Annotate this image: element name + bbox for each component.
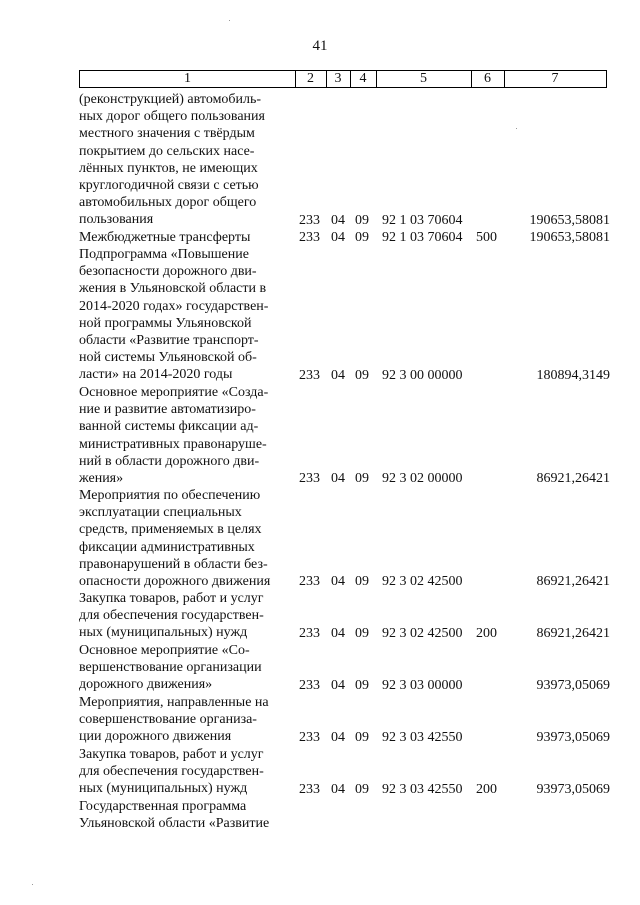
cell-amount: 93973,05069 — [536, 781, 610, 797]
cell-target-article: 92 3 02 42500 — [382, 625, 463, 641]
table-row — [0, 694, 640, 746]
cell-expense-type: 200 — [476, 625, 497, 641]
cell-section: 04 — [331, 573, 345, 589]
cell-subsection: 09 — [355, 625, 369, 641]
cell-amount: 190653,58081 — [529, 229, 610, 245]
scan-speck — [229, 20, 230, 21]
cell-subsection: 09 — [355, 367, 369, 383]
scan-speck — [32, 884, 33, 885]
cell-code-ministry: 233 — [299, 677, 320, 693]
cell-code-ministry: 233 — [299, 781, 320, 797]
cell-section: 04 — [331, 677, 345, 693]
cell-section: 04 — [331, 625, 345, 641]
cell-code-ministry: 233 — [299, 212, 320, 228]
row-description: Мероприятия, направленные на совершенствование организа- ции дорожного движения — [79, 695, 269, 745]
cell-target-article: 92 3 03 42550 — [382, 729, 463, 745]
cell-section: 04 — [331, 729, 345, 745]
table-row — [0, 246, 640, 384]
cell-code-ministry: 233 — [299, 625, 320, 641]
cell-target-article: 92 3 02 42500 — [382, 573, 463, 589]
cell-section: 04 — [331, 781, 345, 797]
cell-target-article: 92 3 03 00000 — [382, 677, 463, 693]
header-col-4: 4 — [350, 70, 377, 88]
cell-expense-type: 500 — [476, 229, 497, 245]
table-row — [0, 384, 640, 487]
page-number: 41 — [312, 38, 328, 54]
cell-subsection: 09 — [355, 229, 369, 245]
row-description: Межбюджетные трансферты — [79, 230, 251, 245]
cell-section: 04 — [331, 212, 345, 228]
cell-amount: 86921,26421 — [536, 470, 610, 486]
cell-subsection: 09 — [355, 212, 369, 228]
row-description: Мероприятия по обеспечению эксплуатации специальных средств, применяемых в целях фиксации административных правонарушений в области без- опасности дорожного движения — [79, 488, 271, 590]
cell-subsection: 09 — [355, 729, 369, 745]
table-row — [0, 487, 640, 590]
cell-code-ministry: 233 — [299, 367, 320, 383]
cell-subsection: 09 — [355, 573, 369, 589]
scan-speck — [516, 128, 517, 129]
header-col-6: 6 — [471, 70, 505, 88]
cell-target-article: 92 3 03 42550 — [382, 781, 463, 797]
cell-code-ministry: 233 — [299, 229, 320, 245]
cell-code-ministry: 233 — [299, 729, 320, 745]
header-col-7: 7 — [504, 70, 607, 88]
cell-amount: 86921,26421 — [536, 625, 610, 641]
cell-section: 04 — [331, 367, 345, 383]
cell-amount: 190653,58081 — [529, 212, 610, 228]
header-col-2: 2 — [295, 70, 327, 88]
row-description: Закупка товаров, работ и услуг для обеспечения государствен- ных (муниципальных) нужд — [79, 747, 264, 797]
cell-section: 04 — [331, 470, 345, 486]
row-description: Основное мероприятие «Со- вершенствование организации дорожного движения» — [79, 643, 262, 693]
cell-amount: 86921,26421 — [536, 573, 610, 589]
row-description: (реконструкцией) автомобиль- ных дорог общего пользования местного значения с твёрдым покрытием до сельских насе- лённых пунктов, не имеющих круглогодичной связи с сетью автомобильных дорог общего пользования — [79, 92, 265, 228]
row-description: Подпрограмма «Повышение безопасности дорожного дви- жения в Ульяновской области в 2014-2020 годах» государствен- ной программы Ульяновской области «Развитие транспорт- ной системы Ульяновской об- ласти» на 2014-2020 годы — [79, 247, 269, 383]
table-row — [0, 91, 640, 229]
row-description: Закупка товаров, работ и услуг для обеспечения государствен- ных (муниципальных) нужд — [79, 591, 264, 641]
cell-target-article: 92 1 03 70604 — [382, 212, 463, 228]
table-row — [0, 746, 640, 798]
header-col-3: 3 — [326, 70, 351, 88]
table-row — [0, 590, 640, 642]
cell-expense-type: 200 — [476, 781, 497, 797]
cell-amount: 180894,3149 — [536, 367, 610, 383]
header-col-1: 1 — [79, 70, 296, 88]
cell-target-article: 92 1 03 70604 — [382, 229, 463, 245]
header-col-5: 5 — [376, 70, 472, 88]
cell-subsection: 09 — [355, 677, 369, 693]
cell-subsection: 09 — [355, 470, 369, 486]
cell-amount: 93973,05069 — [536, 677, 610, 693]
table-row — [0, 798, 640, 833]
cell-target-article: 92 3 00 00000 — [382, 367, 463, 383]
table-row — [0, 229, 640, 246]
cell-section: 04 — [331, 229, 345, 245]
row-description: Государственная программа Ульяновской области «Развитие — [79, 799, 270, 832]
cell-code-ministry: 233 — [299, 470, 320, 486]
cell-target-article: 92 3 02 00000 — [382, 470, 463, 486]
cell-amount: 93973,05069 — [536, 729, 610, 745]
row-description: Основное мероприятие «Созда- ние и развитие автоматизиро- ванной системы фиксации ад- министративных правонаруше- ний в области дорожного дви- жения» — [79, 385, 269, 487]
cell-code-ministry: 233 — [299, 573, 320, 589]
cell-subsection: 09 — [355, 781, 369, 797]
table-row — [0, 642, 640, 694]
